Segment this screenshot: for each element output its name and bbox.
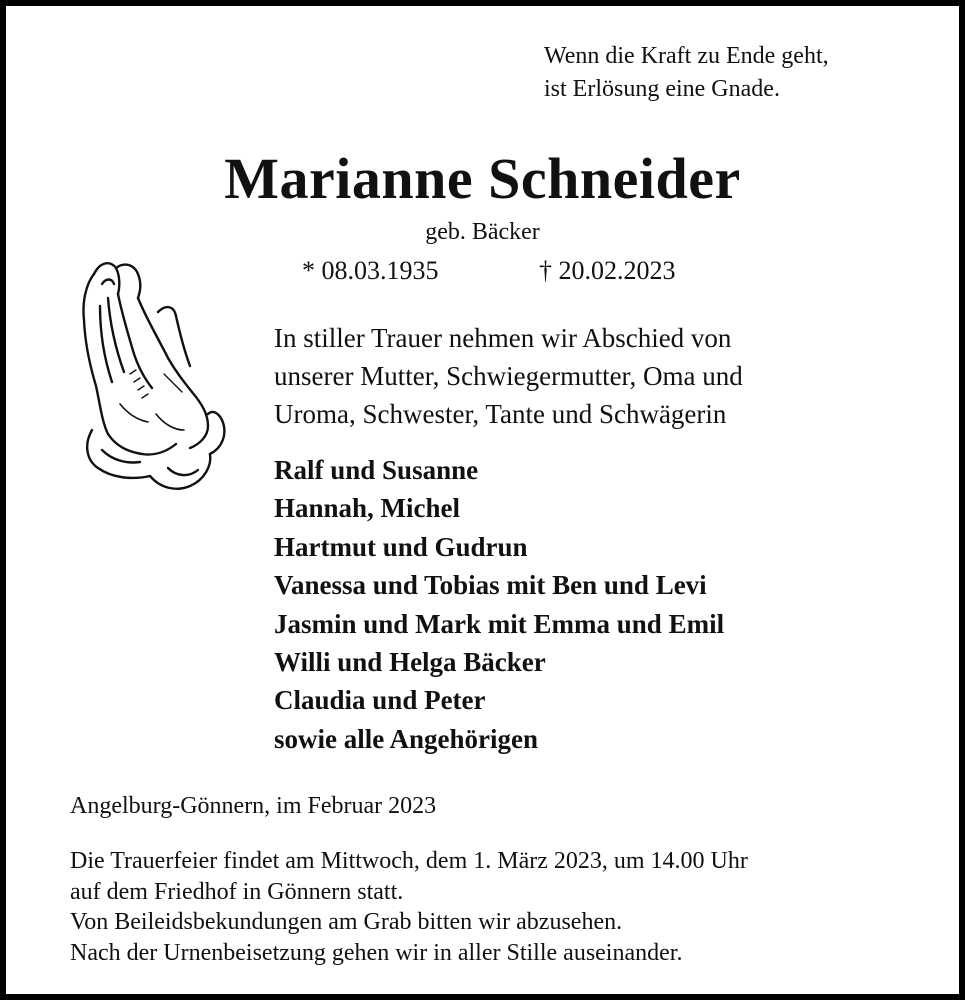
motto-line: ist Erlösung eine Gnade.	[544, 76, 780, 102]
mourner-line: Claudia und Peter	[274, 685, 486, 716]
mourner-line: Willi und Helga Bäcker	[274, 647, 546, 678]
praying-hands-icon	[72, 254, 230, 500]
mourners-list	[274, 451, 724, 758]
intro-line: Uroma, Schwester, Tante und Schwägerin	[274, 399, 727, 429]
intro-line: unserer Mutter, Schwiegermutter, Oma und	[274, 361, 743, 391]
motto	[544, 40, 829, 106]
motto-line: Wenn die Kraft zu Ende geht,	[544, 43, 829, 69]
intro-text	[274, 319, 743, 433]
mourner-line: Hannah, Michel	[274, 493, 461, 524]
deceased-name: Marianne Schneider	[224, 146, 741, 211]
mourner-line: Vanessa und Tobias mit Ben und Levi	[274, 570, 707, 601]
intro-line: In stiller Trauer nehmen wir Abschied von	[274, 323, 732, 353]
ceremony-info	[70, 846, 748, 968]
ceremony-line: Die Trauerfeier findet am Mittwoch, dem 1. März 2023, um 14.00 Uhr	[70, 848, 748, 874]
place-date: Angelburg-Gönnern, im Februar 2023	[70, 793, 437, 819]
ceremony-line: auf dem Friedhof in Gönnern statt.	[70, 878, 404, 905]
mourner-line: Ralf und Susanne	[274, 455, 479, 485]
mourner-line: Jasmin und Mark mit Emma und Emil	[274, 608, 725, 639]
born-name: geb. Bäcker	[425, 219, 540, 245]
mourner-line: sowie alle Angehörigen	[274, 723, 538, 754]
birth-date: * 08.03.1935	[302, 256, 439, 285]
death-date: † 20.02.2023	[539, 256, 676, 285]
mourner-line: Hartmut und Gudrun	[274, 531, 528, 562]
ceremony-line: Nach der Urnenbeisetzung gehen wir in aller Stille auseinander.	[70, 939, 683, 966]
ceremony-line: Von Beileidsbekundungen am Grab bitten wir abzusehen.	[70, 909, 623, 935]
